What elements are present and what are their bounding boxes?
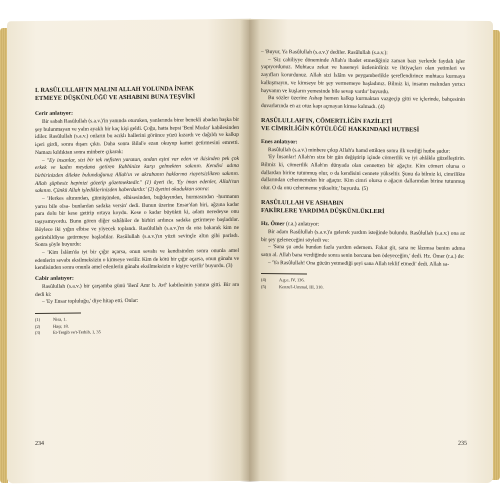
- left-paragraph-2: – 'Herkes altınından, gümüşünden, elbisesinden, buğdayından, hurmasından -hurmanın yarısı bile olsa- bunlardan sadaka versin' dedi. Bunun üzerine Ensar'dan biri, ağzına kadar para dolu bir kese getirip ortaya koydu. Kese o kadar büyüktü ki, adam neredeyse onu taşıyamıyordu. Bunu gören diğer sahâbiler de birbiri ardınca sadaka getirmeye başladılar. Böylece iki yığın elbise ve yiyecek toplandı. Rasûlullah (s.a.v.)'ın da ona bakarak kim ne getirebildiyse getirmeye başladılar. Rasûlullah (s.a.v.)'ın yüzü sevinçle altın gibi parladı. Sonra şöyle buyurdu:: [35, 193, 239, 249]
- left-title-line1: I. RASÛLULLAH'IN MALINI ALLAH YOLUNDA İNFAK: [35, 85, 194, 94]
- right-paragraph-8: – 'Ya Rasûlullah! Ona gücün yetmediği şeyi sana Allah teklif etmedi' dedi. Allah sa-: [268, 259, 450, 268]
- left-page: [7, 19, 251, 484]
- left-speaker-1: Cerir anlatıyor:: [35, 110, 73, 117]
- footnote-number: (2): [35, 323, 41, 329]
- left-footnote: [35, 328, 239, 337]
- footnote-text: Et-Tergib ve't-Terhib, 1, 35: [53, 329, 101, 335]
- left-paragraph-4: Rasûlullah (s.a.v.) bir çarşamba günü 'Benî Amr b. Avf' kabilesinin yanına gitti. Bir ara dedi ki:: [35, 281, 239, 298]
- right-section-title-1: [261, 117, 465, 135]
- left-title-line2: ETMEYE DÜŞKÜNLÜĞÜ VE ASHABINI BUNA TEŞVİKİ: [35, 93, 196, 102]
- right-title1-line1: RASÛLULLAH'IN, CÖMERTLİĞİN FAZİLETİ: [261, 116, 393, 125]
- footnote-divider: [261, 273, 307, 274]
- right-page: [249, 19, 493, 483]
- right-title2-line1: RASÛLULLAH VE ASHABIN: [261, 198, 344, 207]
- right-footnote: [261, 284, 465, 292]
- left-page-content: [7, 19, 251, 484]
- right-paragraph-3: Bu sözler üzerine Ashap hemen kalkıp kurmaktan vazgeçip gitti ve içlerinde, bahçesinin duvarlarında en az otuz kapı açmayan kimse kalmadı. (4): [261, 95, 465, 111]
- right-paragraph-1: – 'Buyur, Ya Rasûlullah (s.a.v.)' dediler. Rasûlullah (s.a.v.):: [261, 49, 388, 57]
- footnote-number: (4): [261, 277, 267, 283]
- footnote-number: (5): [261, 283, 267, 289]
- left-quote-1-text: – "Ey insanlar, sizi bir tek nefisten yaratan, ondan eşini var eden ve ikisinden pek çok erkek ve kadın meydana getiren Rabbinize karşı gelmekten sakının. Kendisi adına birbirinizden dilekte bulunduğunuz Allah'ın ve akrabanın haklarına riayetsizlikten sakının. Allah şüphesiz hepinizi gözetip gözetmektedir." (1) âyeti ile, 'Ey iman edenler, Allah'tan sakının. Çünkü Allah işlediklerinizden haberdardır.' (2) âyetini okuduktan sonra:: [35, 155, 239, 195]
- right-paragraph-7: – 'Sana şu anda bundan fazla yardım edemem. Fakat git, sana ne lâzımsa benim adıma satın al. Allah bana verdiğinde sonra senin borcunu ben ödeyeceğim,' dedi. Hz. Ömer (r.a.) de:: [261, 244, 465, 260]
- book-gutter-shadow: [240, 20, 260, 482]
- footnote-number: (1): [35, 317, 41, 323]
- right-paragraph-5: 'Ey İnsanlar! Allah'ın size bir gün değiştirip içinde cömertlik ve iyi ahlâkla güzelleştirin. Bilmiz ki, cömertlik Allah'ın dünyada olan cennetten bir ağaçtır. Kim cömert olursa o dallardan birine tutunmuş olur, o da kendisini cennete yükseltir. Şunu da bilmiz ki, cimrilikte dallarından cehennemden bir ağaçtır. Kim cimri olursa o ağacın dallarından birine tutunmuş olur. O da onu cehenneme yükseltir,' buyurdu. (5): [261, 154, 465, 193]
- footnote-text: Kenzu'l-Ummal, III, 310.: [279, 283, 324, 290]
- right-paragraph-2: – 'Siz cahiliyye döneminde Allah'a ibadet etmediğiniz zaman bazı yerlerde faydalı işler yapıyordunuz. Muhtaca zekat ve haseneyi üstlenirdiniz ve ihtiyaçları olan yetimleri ve zayıfları korurdunuz. Allah sizi İslâm ve peygamberlikle şereflendirince muhtaca kurmaya kalkışmayın, ve kimseye bir şey vermemeye başladınız. Bilmiz ki, insanın malından yırtıcı hayvanın ve kuşların yemesinde bile sevap vardır' buyurdu.: [261, 56, 465, 95]
- footnote-text: Haşr, 18.: [53, 323, 69, 329]
- right-section-title-2: [261, 199, 465, 217]
- right-title1-line2: VE CİMRİLİĞİN KÖTÜLÜĞÜ HAKKINDAKİ HUTBESİ: [261, 124, 420, 134]
- footnote-number: (3): [35, 329, 41, 335]
- right-paragraph-6: Bir adam Rasûlullah (s.a.v.)'a gelerek yardım isteğinde bulundu. Rasûlullah (s.a.v.) ona az bir şey geleneceğini söyledi ve:: [261, 228, 465, 244]
- left-page-number: 234: [35, 440, 44, 447]
- left-paragraph-5: – 'Ey Ensar topluluğu,' diye hitap etti. Onlar:: [42, 298, 139, 306]
- right-page-number: 235: [458, 440, 467, 447]
- left-quote-1: [35, 155, 239, 196]
- left-speaker-2: Cabir anlatıyor:: [35, 275, 74, 283]
- right-speaker-2-name: Hz. Ömer: [261, 220, 285, 228]
- right-speaker-2-rest: (r.a.) anlatıyor:: [284, 221, 320, 228]
- footnote-text: A.g.e, IV, 136.: [279, 277, 305, 283]
- right-title2-line2: FAKİRLERE YARDIMA DÜŞKÜNLÜKLERİ: [261, 206, 385, 215]
- footnote-text: Nisa, 1.: [53, 316, 67, 322]
- left-paragraph-3: – 'Kim İslâm'da iyi bir çığır açarsa, onun sevabı ve kendisinden sonra onunla amel edenlerin sevabı eksilmeksizin o kimseye verilir. Kim de kötü bir çığır açarsa, onun günahı ve kendisinden sonra onunla amel edenlerin günahı eksilmeksizin o kişiye verilir' buyurdu. (3): [35, 247, 239, 272]
- right-paragraph-4: Rasûlullah (s.a.v.) minbere çıkıp Allah'a hamd ettikten sonra ilk verdiği hutbe şudur:: [268, 146, 451, 155]
- page-edges-right: [492, 30, 500, 480]
- right-page-content: [249, 19, 493, 483]
- footnote-divider: [35, 313, 81, 314]
- right-speaker-1: Enes anlatıyor:: [261, 138, 298, 145]
- left-page-title: [35, 85, 239, 103]
- left-paragraph-1: Bir sabah Rasûlullah (s.a.v.)'in yanında oturuken, yanlarında birer benekli abadan başka bir şey bulunmayan ve yalın ayaklı bir kaç kişi geldi. Çoğu, hatta hepsi 'Benî Mudar' kabilesinden idiler. Rasûlullah (s.a.v.) onların bu acıklı hallerini görünce yüzü kızardı ve dağıldı ve kalkıp içeri girdi, sonra dışarı çıktı. Daha sonra Bilal'e ezan okuyup kamet getirmesini emretti. Namazı kıldıktan sonra minbere çıkarak:: [35, 116, 239, 156]
